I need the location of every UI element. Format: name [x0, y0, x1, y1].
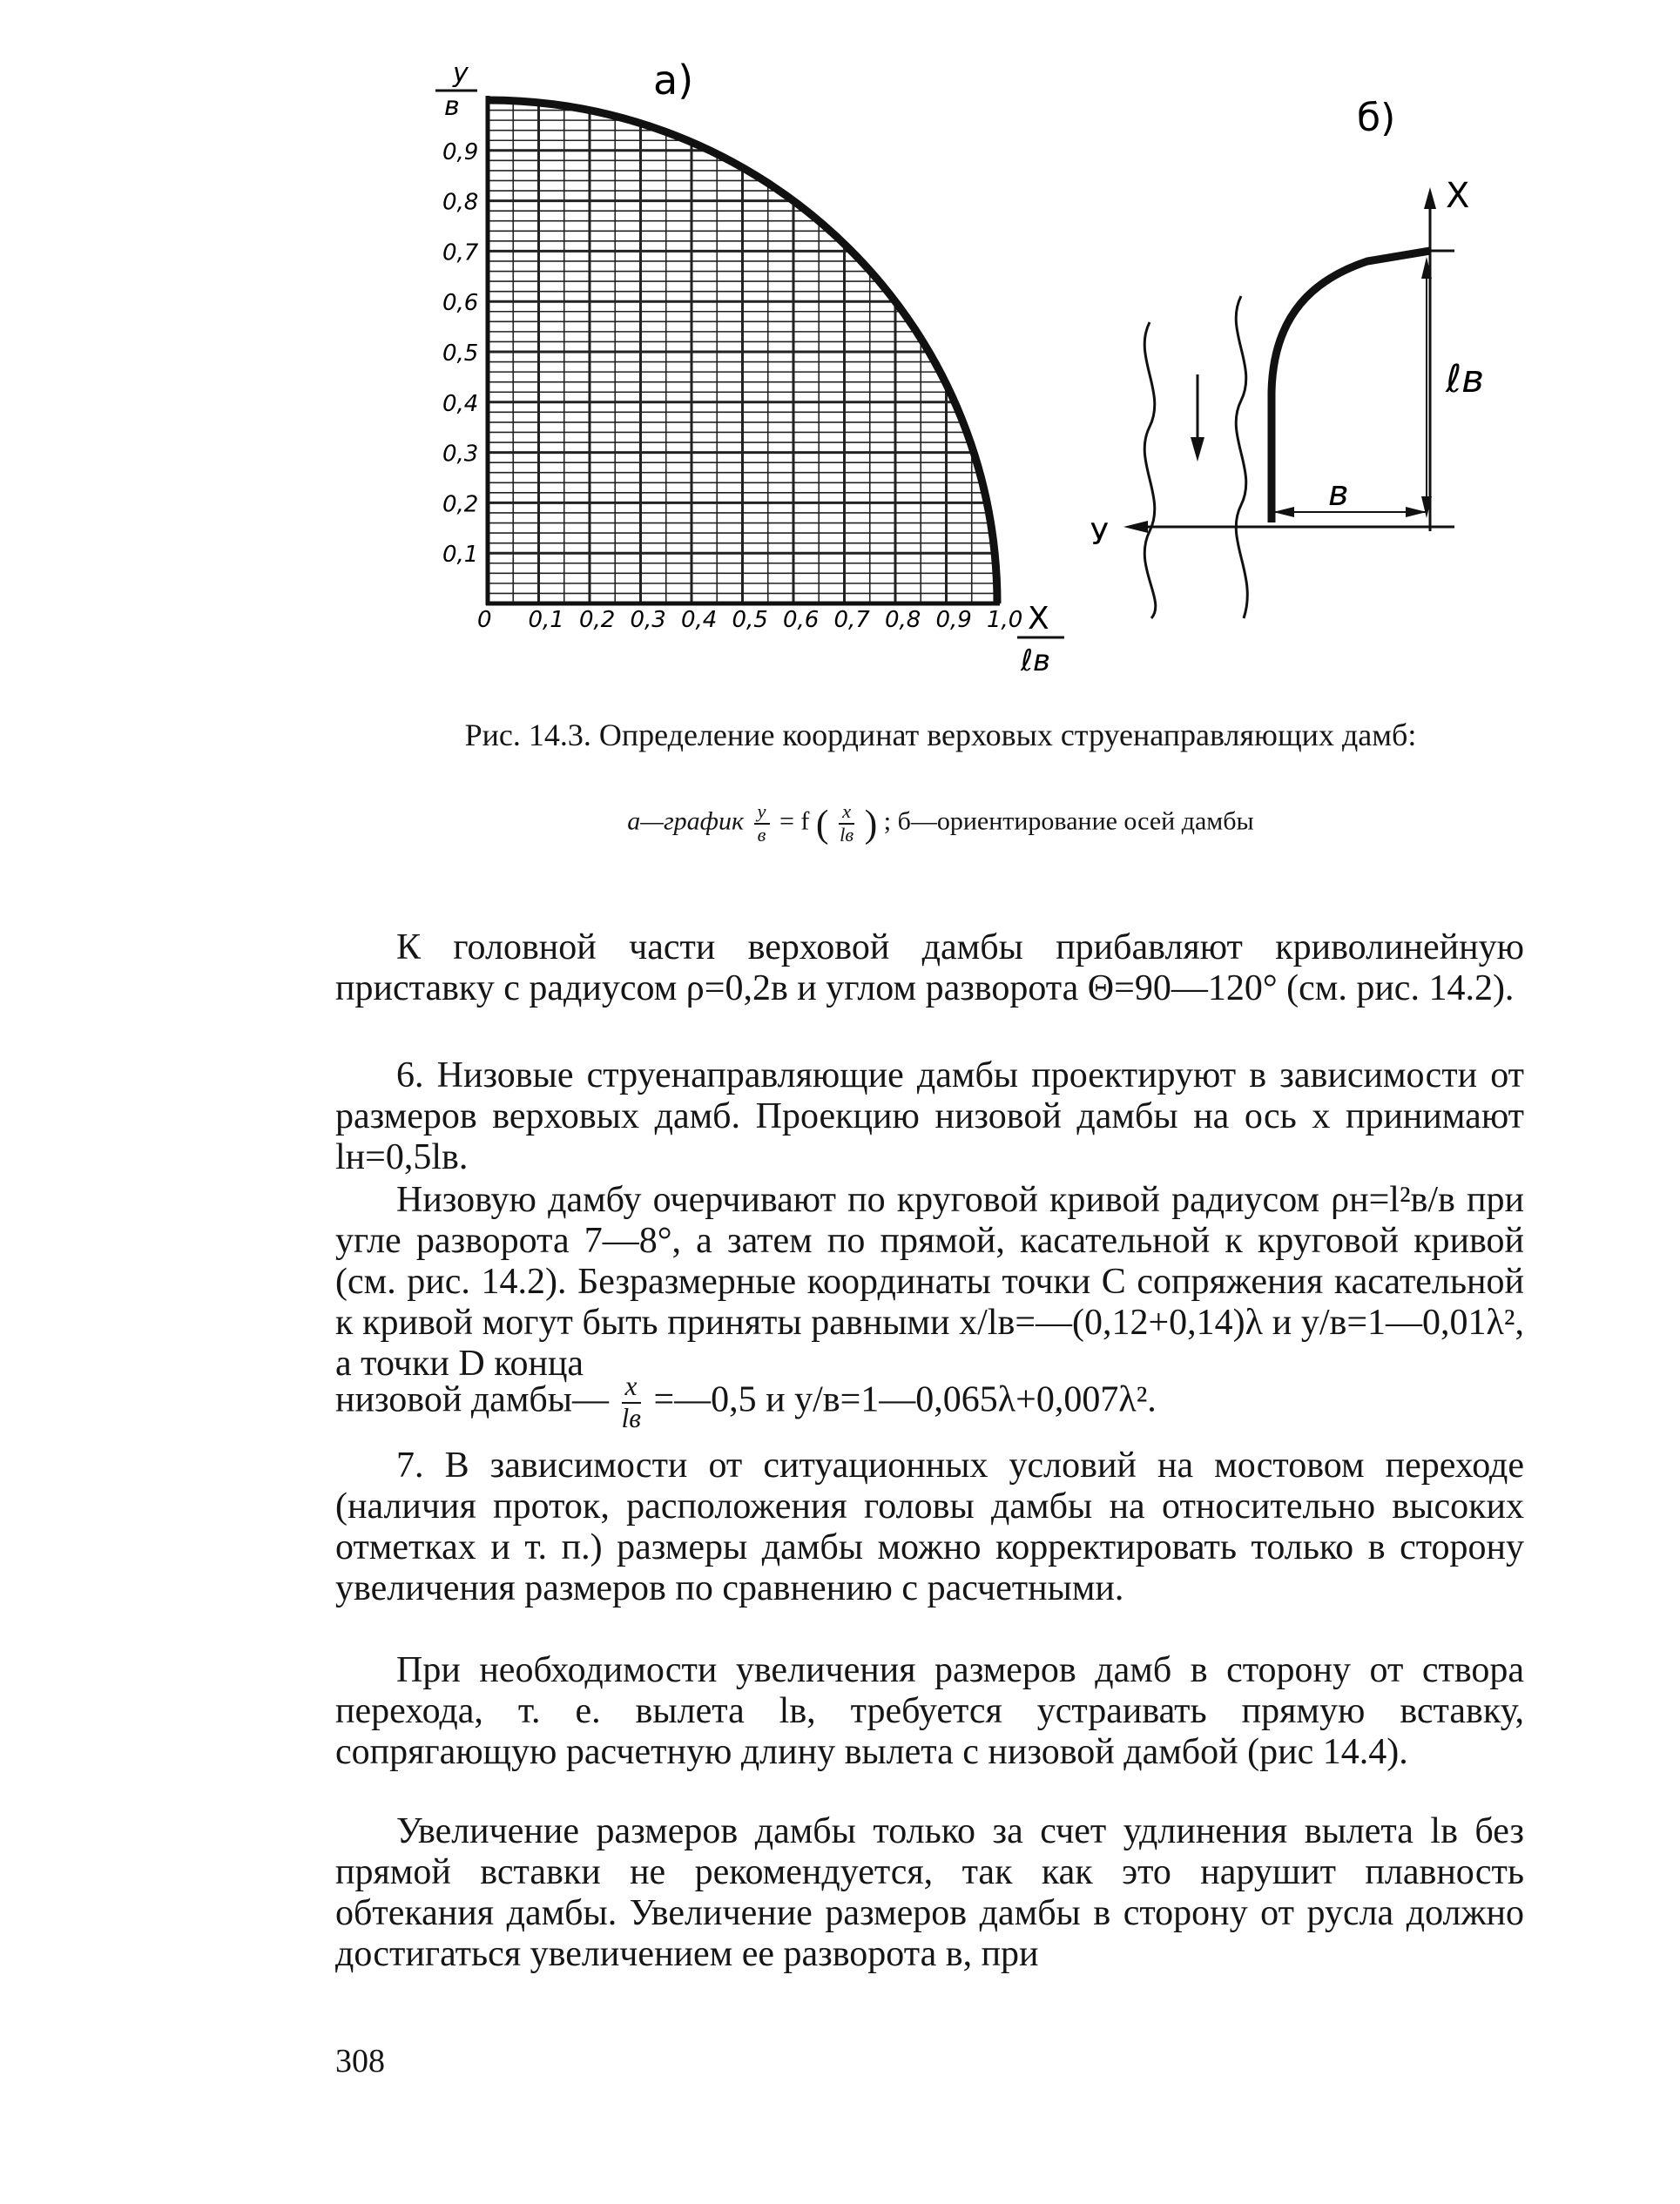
y-tick-labels: [442, 139, 479, 568]
paragraph-4: [335, 1446, 1524, 1609]
x-tick-labels: [477, 607, 1022, 633]
y-axis-label-den: в: [444, 91, 460, 122]
formula-rest: =—0,5 и y/в=1—0,065λ+0,007λ².: [653, 1379, 1157, 1420]
chart-grid: [488, 100, 997, 603]
fraction-den: в: [757, 823, 766, 846]
x-axis-label-num: X: [1028, 601, 1049, 637]
x-tick-label: 0,5: [732, 607, 768, 633]
x-tick-label: 0,3: [630, 607, 666, 633]
y-tick-label: 0,3: [442, 441, 479, 468]
axis-x-label: X: [1446, 176, 1470, 216]
fraction-num: x: [622, 1372, 641, 1404]
y-tick-label: 0,8: [442, 189, 479, 216]
x-axis-label-den: ℓв: [1021, 644, 1051, 678]
x-tick-label: 0: [477, 607, 492, 633]
paragraph-3-text: Низовую дамбу очерчивают по круговой кривой радиусом ρн=l²в/в при угле разворота 7—8°, а затем по прямой, касательной к круговой кривой (см. рис. 14.2). Безразмерные координаты точки C сопряжения касательной к кривой могут быть приняты равными x/lв=—(0,12+0,14)λ и y/в=1—0,01λ², а точки D конца: [335, 1180, 1524, 1384]
x-tick-label: 0,9: [935, 607, 972, 633]
paragraph-5: [335, 1650, 1524, 1773]
fraction-den: lв: [840, 823, 854, 846]
caption-eq: = f: [779, 806, 810, 836]
paragraph-3: [335, 1180, 1524, 1385]
x-tick-label: 0,6: [783, 607, 820, 633]
river-bank-left: [1144, 322, 1156, 618]
figure-caption: [401, 716, 1481, 754]
paragraph-5-text: При необходимости увеличения размеров дамб в сторону от створа перехода, т. е. вылета lв, требуется устраивать прямую вставку, сопрягающую расчетную длину вылета с низовой дамбой (рис 14.4).: [335, 1650, 1524, 1772]
y-tick-label: 0,9: [442, 138, 479, 165]
paragraph-6: [335, 1811, 1524, 1975]
y-tick-label: 0,2: [442, 491, 479, 518]
formula-fraction: [622, 1372, 641, 1433]
y-axis-label-num: y: [453, 58, 469, 89]
y-tick-label: 0,5: [442, 340, 479, 367]
caption-b-text: ; б—ориентирование осей дамбы: [883, 806, 1254, 836]
paragraph-2: [335, 1055, 1524, 1178]
x-tick-label: 1,0: [987, 607, 1023, 633]
page-number: 308: [335, 2043, 385, 2079]
formula-prefix: низовой дамбы—: [335, 1379, 609, 1420]
paragraph-4-text: 7. В зависимости от ситуационных условий на мостовом переходе (наличия проток, расположения головы дамбы на относительно высоких отметках и т. п.) размеры дамбы можно корректировать только в сторону увеличения размеров по сравнению с расчетными.: [335, 1446, 1524, 1608]
fraction-num: x: [839, 801, 854, 825]
y-tick-label: 0,6: [442, 290, 479, 317]
x-tick-label: 0,1: [528, 607, 564, 633]
fraction-den: lв: [621, 1402, 641, 1433]
x-tick-label: 0,4: [681, 607, 718, 633]
paragraph-2-text: 6. Низовые струенаправляющие дамбы проектируют в зависимости от размеров верховых дамб. Проекцию низовой дамбы на ось x принимают lн=0,5lв.: [335, 1055, 1524, 1177]
y-tick-label: 0,4: [442, 390, 479, 417]
figure-a-chart: [418, 52, 1115, 679]
y-tick-label: 0,1: [442, 542, 479, 569]
figure-b-diagram: [1080, 96, 1533, 653]
caption-a-prefix: а—график: [627, 806, 744, 836]
river-bank-right: [1236, 296, 1247, 618]
width-label: в: [1328, 474, 1349, 514]
caption-subtitle: а—график $\frac{у}{в}$ = f ( $\frac{x}{lв}$ ) ; б—ориентирование осей дамбы: [627, 800, 1254, 846]
caption-title: Рис. 14.3. Определение координат верховых струенаправляющих дамб:: [464, 718, 1417, 752]
panel-a-label: а): [653, 57, 694, 104]
flow-arrow-head: [1191, 437, 1204, 462]
paragraph-1: [335, 927, 1524, 1009]
paragraph-6-text: Увеличение размеров дамбы только за счет удлинения вылета lв без прямой вставки не рекомендуется, так как это нарушит плавность обтекания дамбы. Увеличение размеров дамбы в сторону от русла должно достигаться увеличением ее разворота в, при: [335, 1811, 1524, 1974]
fraction-num: у: [754, 801, 770, 825]
caption-fraction-x-lb: [839, 801, 854, 846]
paragraph-1-text: К головной части верховой дамбы прибавляют криволинейную приставку с радиусом ρ=0,2в и углом разворота Θ=90—120° (см. рис. 14.2).: [335, 927, 1524, 1008]
dam-shape: [1272, 251, 1430, 522]
caption-fraction-y-b: [754, 801, 770, 846]
x-tick-label: 0,7: [833, 607, 870, 633]
x-tick-label: 0,2: [579, 607, 616, 633]
y-tick-label: 0,7: [442, 239, 479, 266]
axis-y-label: У: [1090, 517, 1109, 552]
x-tick-label: 0,8: [885, 607, 921, 633]
length-label: ℓв: [1446, 357, 1485, 401]
panel-b-label: б): [1357, 96, 1396, 140]
paragraph-3-formula-line: [335, 1372, 1524, 1433]
